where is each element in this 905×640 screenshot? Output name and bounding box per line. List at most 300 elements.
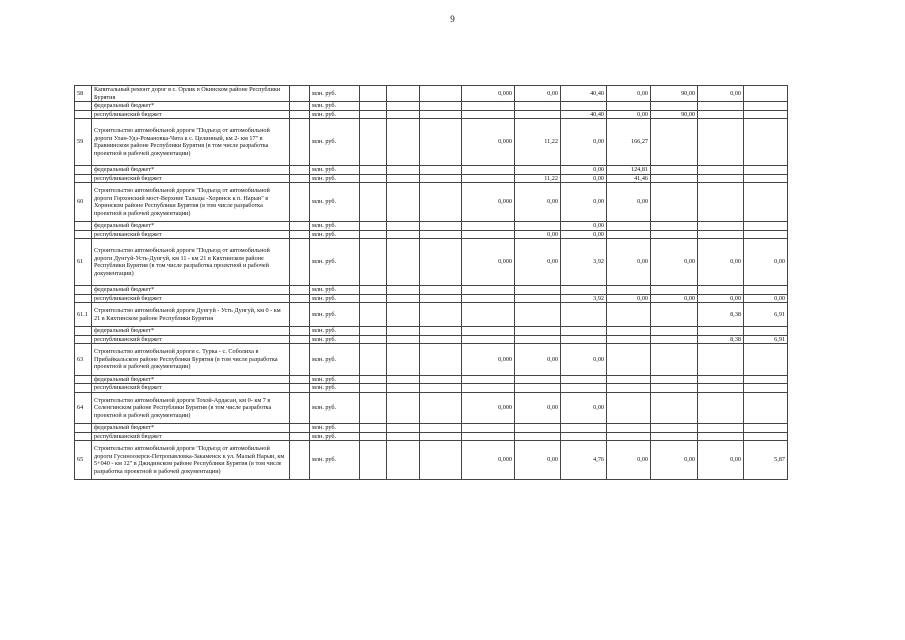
value-cell xyxy=(420,230,462,239)
value-cell xyxy=(462,230,515,239)
row-number-cell: 64 xyxy=(75,392,92,423)
row-number-cell xyxy=(75,174,92,183)
value-cell xyxy=(360,294,387,303)
row-description-cell: Строительство автомобильной дороги Тохой-Ардасан, км 0- км 7 в Селенгинском районе Республики Бурятия (в том числе разработка проектной и рабочей документации) xyxy=(92,392,290,423)
blank-cell xyxy=(290,441,310,480)
value-cell xyxy=(744,424,788,433)
value-cell: 124,81 xyxy=(607,165,651,174)
table-row-item xyxy=(75,344,829,375)
value-cell xyxy=(561,285,607,294)
blank-cell xyxy=(290,335,310,344)
value-cell: 0,00 xyxy=(698,441,744,480)
value-cell xyxy=(744,326,788,335)
value-cell xyxy=(420,326,462,335)
value-cell xyxy=(360,183,387,222)
value-cell xyxy=(651,303,698,327)
value-cell xyxy=(515,303,561,327)
value-cell: 0,00 xyxy=(744,239,788,286)
value-cell: 0,00 xyxy=(515,392,561,423)
blank-cell xyxy=(290,432,310,441)
table-row-subitem xyxy=(75,294,829,303)
table-row-subitem xyxy=(75,174,829,183)
value-cell xyxy=(420,285,462,294)
value-cell: 40,40 xyxy=(561,110,607,119)
value-cell: 0,00 xyxy=(561,392,607,423)
value-cell xyxy=(360,165,387,174)
unit-cell: млн. руб. xyxy=(310,239,360,286)
value-cell xyxy=(698,230,744,239)
value-cell xyxy=(607,392,651,423)
table-row-item xyxy=(75,441,829,480)
value-cell xyxy=(420,392,462,423)
value-cell xyxy=(360,375,387,384)
value-cell xyxy=(698,102,744,111)
value-cell xyxy=(462,432,515,441)
table-row-subitem xyxy=(75,230,829,239)
value-cell xyxy=(607,424,651,433)
value-cell xyxy=(462,375,515,384)
value-cell xyxy=(515,285,561,294)
value-cell xyxy=(744,119,788,166)
row-description-cell: федеральный бюджет* xyxy=(92,375,290,384)
row-description-cell: федеральный бюджет* xyxy=(92,222,290,231)
row-number-cell xyxy=(75,110,92,119)
value-cell: 0,00 xyxy=(515,239,561,286)
value-cell xyxy=(607,230,651,239)
value-cell xyxy=(651,119,698,166)
value-cell xyxy=(387,432,420,441)
unit-cell: млн. руб. xyxy=(310,230,360,239)
unit-cell: млн. руб. xyxy=(310,424,360,433)
value-cell xyxy=(462,326,515,335)
value-cell xyxy=(387,230,420,239)
value-cell: 8,38 xyxy=(698,303,744,327)
value-cell xyxy=(360,441,387,480)
row-description-cell: федеральный бюджет* xyxy=(92,165,290,174)
value-cell xyxy=(462,110,515,119)
row-description-cell: федеральный бюджет* xyxy=(92,326,290,335)
value-cell xyxy=(651,335,698,344)
budget-table xyxy=(74,85,829,480)
value-cell xyxy=(744,183,788,222)
table-row-subitem xyxy=(75,375,829,384)
row-description-cell: республиканский бюджет xyxy=(92,384,290,393)
table-row-item xyxy=(75,392,829,423)
value-cell xyxy=(462,174,515,183)
value-cell xyxy=(744,230,788,239)
value-cell: 0,00 xyxy=(561,174,607,183)
value-cell xyxy=(360,424,387,433)
value-cell: 0,00 xyxy=(698,294,744,303)
unit-cell: млн. руб. xyxy=(310,165,360,174)
row-number-cell: 65 xyxy=(75,441,92,480)
value-cell xyxy=(698,222,744,231)
value-cell xyxy=(387,285,420,294)
value-cell xyxy=(360,432,387,441)
value-cell xyxy=(607,344,651,375)
value-cell xyxy=(744,285,788,294)
value-cell xyxy=(607,375,651,384)
row-description-cell: республиканский бюджет xyxy=(92,294,290,303)
row-number-cell xyxy=(75,375,92,384)
value-cell: 0,000 xyxy=(462,183,515,222)
value-cell xyxy=(387,110,420,119)
value-cell xyxy=(744,222,788,231)
value-cell: 5,87 xyxy=(744,441,788,480)
blank-cell xyxy=(290,174,310,183)
value-cell xyxy=(462,335,515,344)
value-cell xyxy=(387,384,420,393)
value-cell xyxy=(607,326,651,335)
value-cell: 40,40 xyxy=(561,86,607,102)
value-cell xyxy=(360,285,387,294)
table-row-item xyxy=(75,183,829,222)
value-cell xyxy=(360,230,387,239)
value-cell: 6,91 xyxy=(744,303,788,327)
value-cell xyxy=(420,183,462,222)
value-cell xyxy=(420,222,462,231)
value-cell xyxy=(420,110,462,119)
value-cell xyxy=(698,183,744,222)
row-description-cell: федеральный бюджет* xyxy=(92,102,290,111)
value-cell xyxy=(515,110,561,119)
value-cell xyxy=(360,326,387,335)
value-cell xyxy=(607,384,651,393)
blank-cell xyxy=(290,183,310,222)
blank-cell xyxy=(290,344,310,375)
row-description-cell: Строительство автомобильной дороги с. Турка - с. Соболиха в Прибайкальском районе Республики Бурятия (в том числе разработка проектной и рабочей документации) xyxy=(92,344,290,375)
value-cell xyxy=(515,165,561,174)
value-cell xyxy=(515,384,561,393)
value-cell xyxy=(515,375,561,384)
value-cell xyxy=(387,102,420,111)
unit-cell: млн. руб. xyxy=(310,294,360,303)
value-cell: 0,000 xyxy=(462,86,515,102)
value-cell xyxy=(698,119,744,166)
value-cell xyxy=(698,110,744,119)
row-number-cell xyxy=(75,102,92,111)
row-number-cell xyxy=(75,384,92,393)
value-cell xyxy=(360,392,387,423)
value-cell xyxy=(387,165,420,174)
value-cell xyxy=(462,424,515,433)
blank-cell xyxy=(290,119,310,166)
table-row-subitem xyxy=(75,326,829,335)
value-cell: 90,00 xyxy=(651,110,698,119)
row-description-cell: Строительство автомобильной дороги "Подъезд от автомобильной дороги Улан-Удэ-Романовка-Чита к с. Целинный, км 2- км 17" в Еравнинском районе Республики Бурятия (в том числе разработка проектной и рабочей документации) xyxy=(92,119,290,166)
value-cell xyxy=(698,375,744,384)
table-row-subitem xyxy=(75,222,829,231)
value-cell xyxy=(462,285,515,294)
value-cell: 0,00 xyxy=(607,239,651,286)
value-cell xyxy=(744,392,788,423)
value-cell: 0,00 xyxy=(607,183,651,222)
unit-cell: млн. руб. xyxy=(310,303,360,327)
row-number-cell xyxy=(75,326,92,335)
value-cell xyxy=(420,384,462,393)
value-cell: 8,38 xyxy=(698,335,744,344)
value-cell xyxy=(420,441,462,480)
row-description-cell: Строительство автомобильной дороги "Подъезд от автомобильной дороги Дунгуй-Усть-Дунгуй, км 11 - км 21 в Кяхтинском районе Республики Бурятия (в том числе разработка проектной и рабочей документации) xyxy=(92,239,290,286)
row-number-cell xyxy=(75,165,92,174)
value-cell xyxy=(651,384,698,393)
value-cell xyxy=(360,86,387,102)
value-cell xyxy=(698,285,744,294)
value-cell xyxy=(387,222,420,231)
value-cell xyxy=(420,102,462,111)
value-cell: 0,00 xyxy=(561,344,607,375)
row-description-cell: республиканский бюджет xyxy=(92,174,290,183)
value-cell xyxy=(515,335,561,344)
value-cell xyxy=(515,102,561,111)
value-cell: 0,00 xyxy=(561,183,607,222)
value-cell xyxy=(607,222,651,231)
value-cell: 0,00 xyxy=(515,86,561,102)
value-cell xyxy=(420,432,462,441)
value-cell: 0,00 xyxy=(607,294,651,303)
blank-cell xyxy=(290,86,310,102)
unit-cell: млн. руб. xyxy=(310,432,360,441)
row-description-cell: Строительство автомобильной дороги "Подъезд от автомобильной дороги Гусиноозерск-Петропавловка-Закаменск к ул. Малый Нарын, км 5+040 - км 12" в Джидинском районе Республики Бурятия (в том числе разработка проектной и рабочей документации) xyxy=(92,441,290,480)
value-cell xyxy=(651,392,698,423)
value-cell xyxy=(651,285,698,294)
value-cell xyxy=(561,303,607,327)
value-cell xyxy=(387,174,420,183)
value-cell xyxy=(462,165,515,174)
value-cell xyxy=(698,174,744,183)
value-cell xyxy=(420,335,462,344)
blank-cell xyxy=(290,230,310,239)
value-cell xyxy=(651,375,698,384)
value-cell xyxy=(561,424,607,433)
table-row-subitem xyxy=(75,102,829,111)
value-cell: 0,000 xyxy=(462,441,515,480)
unit-cell: млн. руб. xyxy=(310,344,360,375)
row-description-cell: Капитальный ремонт дорог в с. Орлик в Окинском районе Республики Бурятия xyxy=(92,86,290,102)
value-cell xyxy=(360,119,387,166)
row-number-cell: 61 xyxy=(75,239,92,286)
table-row-subitem xyxy=(75,424,829,433)
unit-cell: млн. руб. xyxy=(310,392,360,423)
unit-cell: млн. руб. xyxy=(310,183,360,222)
value-cell xyxy=(651,222,698,231)
unit-cell: млн. руб. xyxy=(310,119,360,166)
value-cell xyxy=(420,375,462,384)
value-cell xyxy=(360,239,387,286)
value-cell: 0,00 xyxy=(651,239,698,286)
value-cell xyxy=(744,174,788,183)
value-cell xyxy=(515,424,561,433)
value-cell: 0,00 xyxy=(744,294,788,303)
value-cell xyxy=(698,424,744,433)
value-cell xyxy=(561,102,607,111)
row-description-cell: республиканский бюджет xyxy=(92,230,290,239)
blank-cell xyxy=(290,424,310,433)
value-cell xyxy=(607,335,651,344)
table-row-subitem xyxy=(75,384,829,393)
value-cell xyxy=(515,294,561,303)
table-row-subitem xyxy=(75,335,829,344)
value-cell: 0,000 xyxy=(462,344,515,375)
value-cell xyxy=(744,432,788,441)
unit-cell: млн. руб. xyxy=(310,335,360,344)
value-cell xyxy=(387,392,420,423)
value-cell xyxy=(698,384,744,393)
value-cell xyxy=(651,102,698,111)
value-cell xyxy=(561,335,607,344)
value-cell xyxy=(420,294,462,303)
table-row-item xyxy=(75,239,829,286)
table-row-item xyxy=(75,119,829,166)
value-cell: 0,00 xyxy=(607,441,651,480)
row-number-cell xyxy=(75,294,92,303)
value-cell xyxy=(387,119,420,166)
value-cell xyxy=(698,344,744,375)
value-cell xyxy=(607,102,651,111)
value-cell: 0,00 xyxy=(515,441,561,480)
row-number-cell xyxy=(75,222,92,231)
row-number-cell xyxy=(75,335,92,344)
value-cell xyxy=(387,424,420,433)
value-cell xyxy=(420,119,462,166)
row-number-cell xyxy=(75,424,92,433)
value-cell xyxy=(462,384,515,393)
value-cell: 41,46 xyxy=(607,174,651,183)
value-cell: 11,22 xyxy=(515,174,561,183)
value-cell xyxy=(420,344,462,375)
value-cell xyxy=(360,222,387,231)
unit-cell: млн. руб. xyxy=(310,441,360,480)
value-cell: 3,92 xyxy=(561,294,607,303)
value-cell xyxy=(651,344,698,375)
blank-cell xyxy=(290,239,310,286)
page-number: 9 xyxy=(450,14,455,24)
blank-cell xyxy=(290,375,310,384)
value-cell xyxy=(744,110,788,119)
value-cell xyxy=(462,294,515,303)
table-row-subitem xyxy=(75,285,829,294)
value-cell: 0,00 xyxy=(698,239,744,286)
value-cell xyxy=(360,110,387,119)
value-cell xyxy=(420,424,462,433)
value-cell: 4,76 xyxy=(561,441,607,480)
value-cell xyxy=(420,165,462,174)
value-cell xyxy=(698,432,744,441)
value-cell: 11,22 xyxy=(515,119,561,166)
row-description-cell: Строительство автомобильной дороги Дунгуй - Усть Дунгуй, км 0 - км 21 в Кяхтинском районе Республики Бурятия xyxy=(92,303,290,327)
value-cell xyxy=(462,222,515,231)
value-cell xyxy=(744,375,788,384)
row-number-cell: 59 xyxy=(75,119,92,166)
blank-cell xyxy=(290,110,310,119)
value-cell: 0,00 xyxy=(607,110,651,119)
value-cell: 166,27 xyxy=(607,119,651,166)
unit-cell: млн. руб. xyxy=(310,102,360,111)
value-cell xyxy=(561,384,607,393)
value-cell xyxy=(387,303,420,327)
value-cell xyxy=(420,303,462,327)
value-cell xyxy=(744,384,788,393)
value-cell xyxy=(515,222,561,231)
unit-cell: млн. руб. xyxy=(310,110,360,119)
value-cell: 0,00 xyxy=(698,86,744,102)
value-cell: 0,00 xyxy=(651,441,698,480)
value-cell xyxy=(420,174,462,183)
table-row-subitem xyxy=(75,432,829,441)
value-cell: 0,00 xyxy=(607,86,651,102)
value-cell xyxy=(744,86,788,102)
value-cell xyxy=(387,335,420,344)
value-cell: 6,91 xyxy=(744,335,788,344)
row-number-cell: 61.1 xyxy=(75,303,92,327)
unit-cell: млн. руб. xyxy=(310,222,360,231)
value-cell xyxy=(387,86,420,102)
value-cell xyxy=(387,183,420,222)
row-number-cell: 63 xyxy=(75,344,92,375)
value-cell xyxy=(387,344,420,375)
value-cell: 3,92 xyxy=(561,239,607,286)
row-description-cell: республиканский бюджет xyxy=(92,432,290,441)
blank-cell xyxy=(290,294,310,303)
value-cell xyxy=(651,326,698,335)
value-cell xyxy=(387,294,420,303)
value-cell xyxy=(360,344,387,375)
value-cell xyxy=(515,326,561,335)
unit-cell: млн. руб. xyxy=(310,86,360,102)
value-cell: 0,000 xyxy=(462,392,515,423)
value-cell xyxy=(561,375,607,384)
value-cell: 0,00 xyxy=(561,119,607,166)
value-cell xyxy=(607,285,651,294)
row-description-cell: федеральный бюджет* xyxy=(92,285,290,294)
table-row-subitem xyxy=(75,110,829,119)
value-cell xyxy=(462,102,515,111)
unit-cell: млн. руб. xyxy=(310,384,360,393)
value-cell xyxy=(462,303,515,327)
value-cell: 0,00 xyxy=(515,230,561,239)
value-cell xyxy=(744,165,788,174)
value-cell xyxy=(360,335,387,344)
value-cell: 0,00 xyxy=(561,165,607,174)
value-cell xyxy=(607,432,651,441)
row-number-cell: 58 xyxy=(75,86,92,102)
value-cell xyxy=(387,239,420,286)
blank-cell xyxy=(290,326,310,335)
row-description-cell: Строительство автомобильной дороги "Подъезд от автомобильной дороги Горхонский мост-Верхние Тальцы -Хоринск к п. Нарын" в Хоринском районе Республики Бурятия (в том числе разработка проектной и рабочей документации) xyxy=(92,183,290,222)
unit-cell: млн. руб. xyxy=(310,285,360,294)
blank-cell xyxy=(290,392,310,423)
table-row-item xyxy=(75,303,829,327)
unit-cell: млн. руб. xyxy=(310,174,360,183)
blank-cell xyxy=(290,384,310,393)
value-cell: 90,00 xyxy=(651,86,698,102)
value-cell xyxy=(744,102,788,111)
blank-cell xyxy=(290,222,310,231)
row-number-cell xyxy=(75,432,92,441)
value-cell xyxy=(360,102,387,111)
value-cell xyxy=(651,174,698,183)
value-cell xyxy=(387,441,420,480)
row-description-cell: федеральный бюджет* xyxy=(92,424,290,433)
blank-cell xyxy=(290,165,310,174)
blank-cell xyxy=(290,102,310,111)
value-cell xyxy=(561,326,607,335)
row-description-cell: республиканский бюджет xyxy=(92,335,290,344)
value-cell: 0,00 xyxy=(515,183,561,222)
row-description-cell: республиканский бюджет xyxy=(92,110,290,119)
value-cell xyxy=(360,174,387,183)
value-cell xyxy=(360,303,387,327)
